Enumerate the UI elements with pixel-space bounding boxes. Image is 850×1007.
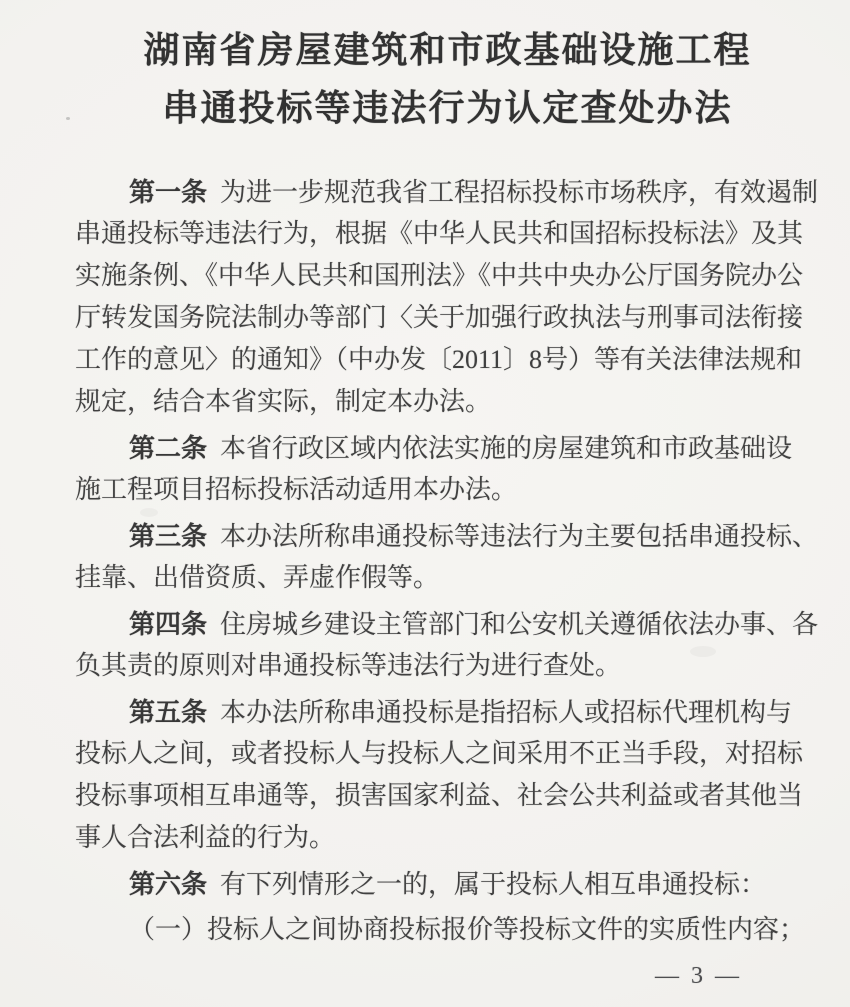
text-line	[75, 691, 793, 733]
line-text: 本省行政区域内依法实施的房屋建筑和市政基础设	[220, 434, 793, 463]
paragraph	[75, 691, 804, 859]
line-text: 有下列情形之一的，属于投标人相互串通投标：	[220, 870, 767, 899]
page-number: — 3 —	[655, 963, 742, 989]
paragraph	[75, 863, 788, 905]
text-line: 投标事项相互串通等，损害国家利益、社会公共利益或者其他当	[75, 781, 804, 810]
paragraph	[75, 171, 819, 423]
text-line: 规定，结合本省实际，制定本办法。	[75, 387, 492, 416]
document-title-line2: 串通投标等违法行为认定查处办法	[162, 87, 733, 128]
article-number-label: 第三条	[129, 521, 208, 551]
text-line	[75, 603, 819, 645]
article-number-label: 第五条	[129, 697, 208, 727]
text-line: 事人合法利益的行为。	[75, 823, 336, 852]
document-title-line1: 湖南省房屋建筑和市政基础设施工程	[143, 29, 752, 70]
line-text: 为进一步规范我省工程招标投标市场秩序，有效遏制	[220, 178, 819, 207]
paragraph	[75, 515, 819, 599]
article-number-label: 第一条	[129, 177, 208, 207]
article-number-label: 第二条	[129, 433, 208, 463]
text-line: 厅转发国务院法制办等部门〈关于加强行政执法与刑事司法衔接	[75, 303, 804, 332]
line-text: 住房城乡建设主管部门和公安机关遵循依法办事、各	[220, 610, 819, 639]
text-line	[75, 171, 819, 213]
paragraph	[75, 427, 793, 511]
paragraph	[75, 603, 819, 687]
text-line: 负其责的原则对串通投标等违法行为进行查处。	[75, 651, 622, 680]
text-line	[75, 515, 819, 557]
document-body	[75, 171, 819, 955]
paragraph	[75, 909, 806, 951]
line-text: 本办法所称串通投标等违法行为主要包括串通投标、	[220, 522, 819, 551]
text-line: 投标人之间，或者投标人与投标人之间采用不正当手段，对招标	[75, 739, 804, 768]
text-line: 实施条例、《中华人民共和国刑法》《中共中央办公厅国务院办公	[75, 261, 804, 290]
document-title	[45, 21, 850, 137]
text-line: （一）投标人之间协商投标报价等投标文件的实质性内容；	[129, 915, 806, 944]
article-number-label: 第四条	[129, 609, 208, 639]
text-line: 串通投标等违法行为，根据《中华人民共和国招标投标法》及其	[75, 219, 804, 248]
line-text: 本办法所称串通投标是指招标人或招标代理机构与	[220, 698, 793, 727]
article-number-label: 第六条	[129, 869, 208, 899]
text-line	[75, 427, 793, 469]
text-line: 挂靠、出借资质、弄虚作假等。	[75, 563, 440, 592]
text-line: 工作的意见〉的通知》（中办发〔2011〕8号）等有关法律法规和	[75, 345, 803, 374]
text-line	[75, 863, 788, 905]
text-line: 施工程项目招标投标活动适用本办法。	[75, 475, 518, 504]
